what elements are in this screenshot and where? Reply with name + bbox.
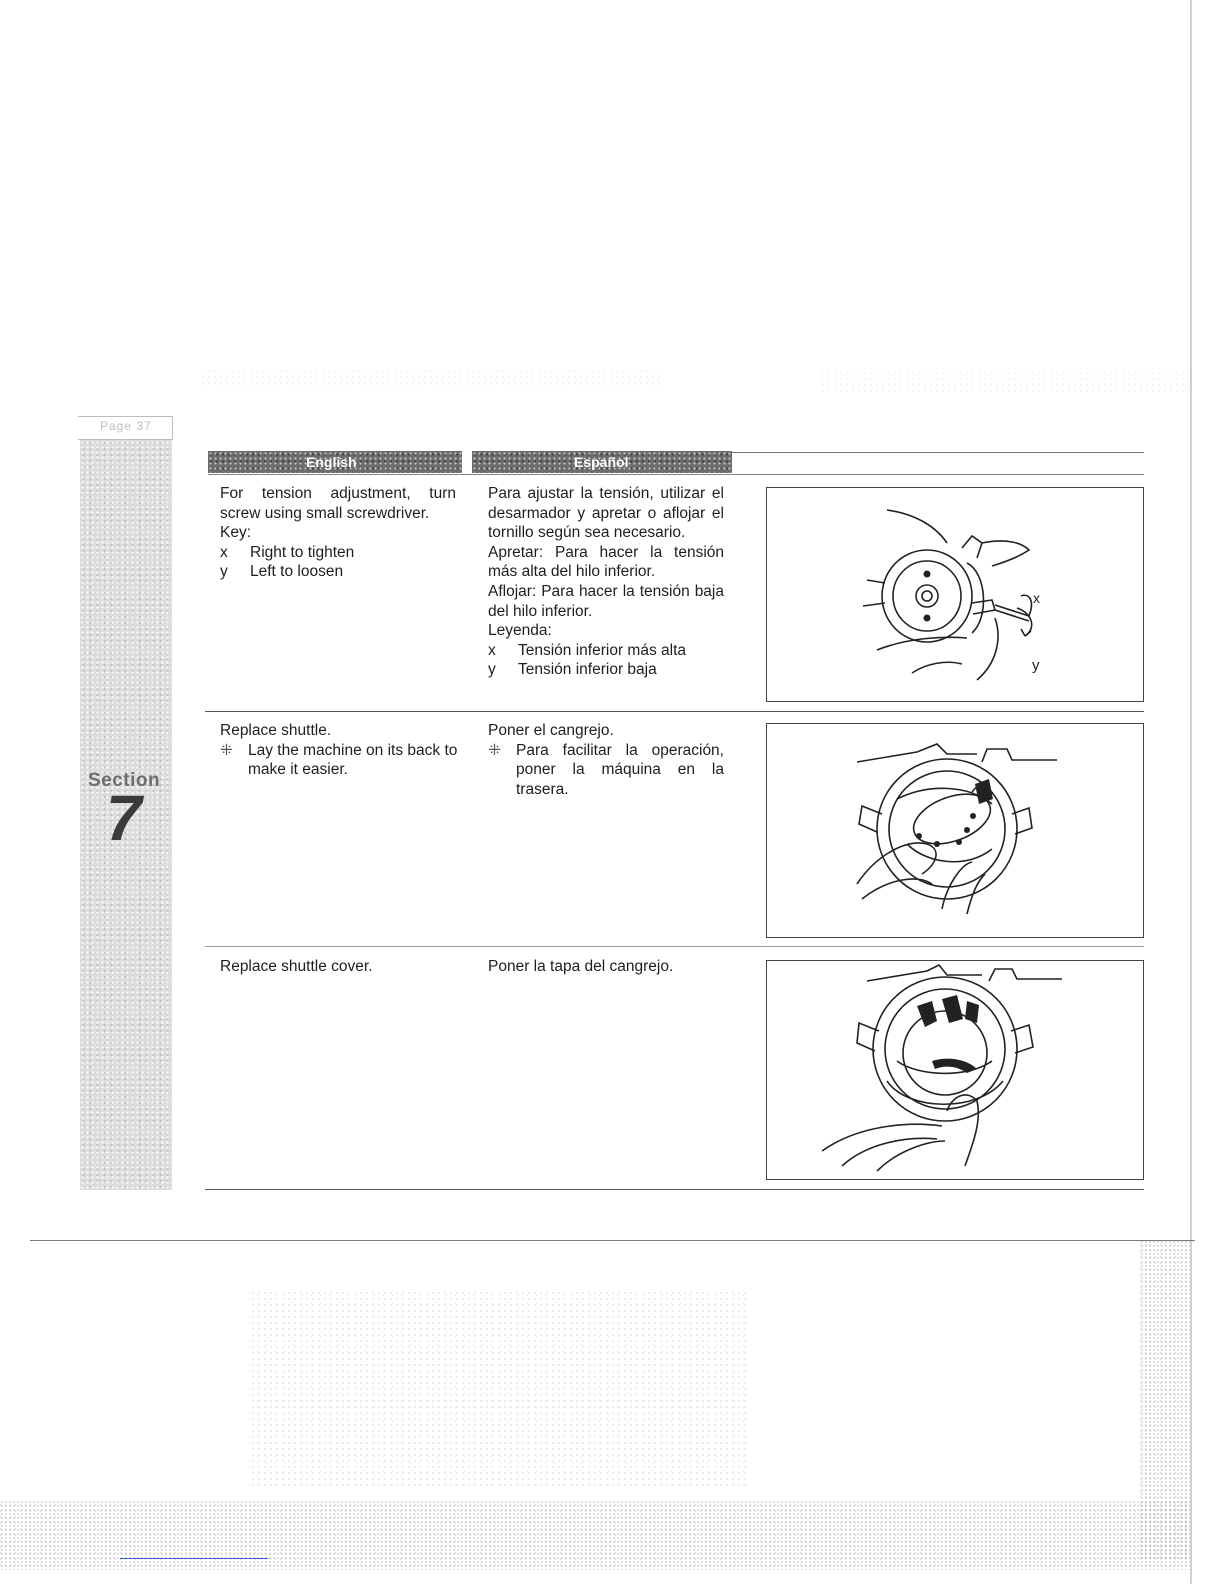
row2-spanish-note bbox=[488, 741, 724, 800]
note-mark-icon: ⁜ bbox=[220, 741, 233, 759]
row1-english-key-x bbox=[220, 543, 456, 563]
section-label: Section bbox=[88, 770, 161, 791]
note-mark-icon: ⁜ bbox=[488, 741, 501, 759]
scan-noise-bottom bbox=[0, 1500, 1190, 1570]
row2-spanish bbox=[488, 721, 724, 799]
row2-english-note bbox=[220, 741, 460, 780]
key-letter: x bbox=[220, 543, 228, 561]
section-number: 7 bbox=[106, 782, 142, 854]
shuttle-cover-figure bbox=[766, 960, 1144, 1180]
scan-noise-top bbox=[200, 368, 660, 388]
row1-spanish-key-y bbox=[488, 660, 724, 680]
key-text: Left to loosen bbox=[250, 563, 344, 581]
scan-noise-right bbox=[1140, 1240, 1190, 1560]
row1-english-key-y bbox=[220, 562, 456, 582]
row1-english-instruction: For tension adjustment, turn screw using small screwdriver. bbox=[220, 485, 456, 522]
screw-dot-icon bbox=[924, 615, 931, 622]
screw-dot-icon bbox=[924, 571, 931, 578]
key-text: Right to tighten bbox=[250, 543, 355, 561]
key-text: Tensión inferior baja bbox=[518, 661, 657, 679]
page-edge bbox=[1190, 0, 1192, 1584]
key-letter: y bbox=[488, 661, 496, 679]
row2-english bbox=[220, 721, 460, 780]
key-text: Tensión inferior más alta bbox=[518, 641, 686, 659]
note-text: Lay the machine on its back to make it easier. bbox=[248, 741, 458, 779]
note-text: Para facilitar la operación, poner la máquina en la trasera. bbox=[516, 741, 724, 798]
row1-spanish-key-x bbox=[488, 641, 724, 661]
header-rule bbox=[732, 452, 1144, 453]
row1-english bbox=[220, 484, 456, 582]
scan-noise-bottom-mid bbox=[250, 1290, 750, 1490]
shuttle-insert-icon bbox=[767, 724, 1143, 937]
shuttle-insert-figure bbox=[766, 723, 1144, 938]
row2-spanish-instruction: Poner el cangrejo. bbox=[488, 722, 614, 739]
row2-english-instruction: Replace shuttle. bbox=[220, 722, 332, 739]
key-letter: y bbox=[220, 563, 228, 581]
row2-divider bbox=[205, 946, 1144, 947]
figure-label-x: x bbox=[1033, 590, 1040, 606]
row1-spanish-instruction: Para ajustar la tensión, utilizar el desarmador y apretar o aflojar el tornillo según sea necesario. bbox=[488, 485, 724, 542]
english-header bbox=[208, 451, 462, 473]
row1-spanish-key-heading: Leyenda: bbox=[488, 622, 552, 640]
spanish-header bbox=[472, 451, 732, 473]
row3-spanish-instruction: Poner la tapa del cangrejo. bbox=[488, 958, 674, 975]
key-letter: x bbox=[488, 641, 496, 659]
bobbin-case-figure bbox=[766, 487, 1144, 702]
page-bottom-edge bbox=[30, 1240, 1195, 1241]
row1-english-key-heading: Key: bbox=[220, 524, 252, 542]
blue-underline bbox=[120, 1558, 268, 1559]
row3-english bbox=[220, 957, 460, 977]
row3-english-instruction: Replace shuttle cover. bbox=[220, 958, 373, 975]
row1-divider bbox=[205, 711, 1144, 712]
row3-divider bbox=[205, 1189, 1144, 1190]
header-underline bbox=[208, 474, 1144, 475]
row1-spanish-apretar: Apretar: Para hacer la tensión más alta del hilo inferior. bbox=[488, 543, 724, 581]
figure-label-y: y bbox=[1032, 657, 1040, 674]
scan-noise-top-right bbox=[820, 370, 1190, 392]
row1-spanish-aflojar: Aflojar: Para hacer la tensión baja del hilo inferior. bbox=[488, 582, 724, 620]
spanish-header-label: Español bbox=[574, 454, 629, 470]
english-header-label: English bbox=[306, 454, 357, 470]
page-number: Page 37 bbox=[100, 419, 152, 433]
row3-spanish bbox=[488, 957, 724, 977]
bobbin-case-screwdriver-icon bbox=[767, 488, 1143, 701]
row1-spanish bbox=[488, 484, 724, 680]
shuttle-cover-icon bbox=[767, 961, 1143, 1179]
